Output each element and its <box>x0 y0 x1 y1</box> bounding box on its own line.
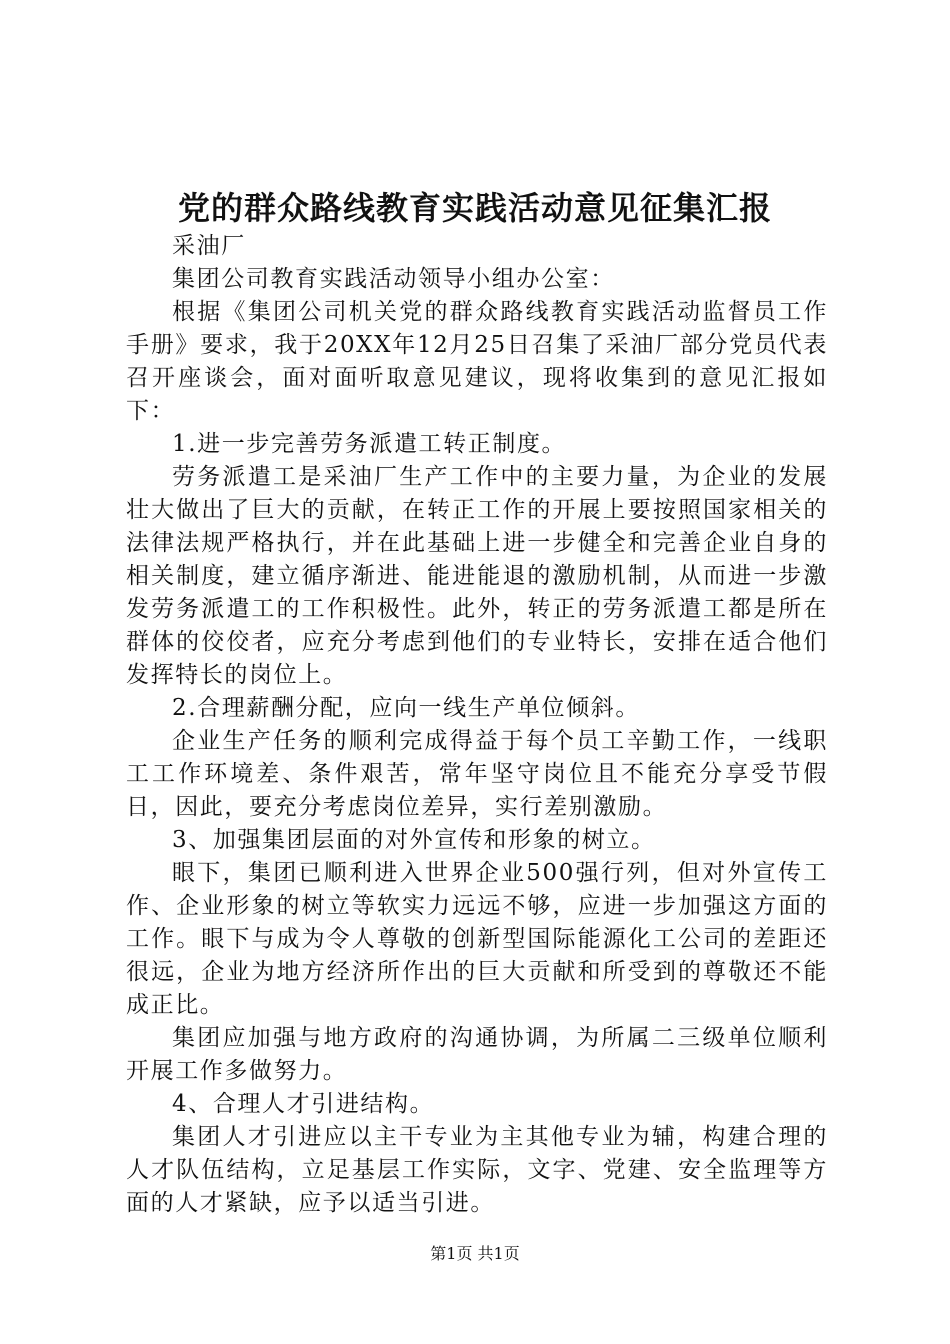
paragraph-item-3b: 集团应加强与地方政府的沟通协调，为所属二三级单位顺利开展工作多做努力。 <box>126 1025 828 1084</box>
heading-item-4: 4、合理人才引进结构。 <box>172 1091 435 1117</box>
heading-item-3: 3、加强集团层面的对外宣传和形象的树立。 <box>172 827 656 853</box>
paragraph-item-3: 眼下，集团已顺利进入世界企业500强行列，但对外宣传工作、企业形象的树立等软实力远远不够，应进一步加强这方面的工作。眼下与成为令人尊敬的创新型国际能源化工公司的差距还很远，企业为地方经济所作出的巨大贡献和所受到的尊敬还不能成正比。 <box>126 860 828 1018</box>
paragraph-recipient: 集团公司教育实践活动领导小组办公室： <box>172 266 615 292</box>
paragraph-department: 采油厂 <box>172 233 246 259</box>
paragraph-intro: 根据《集团公司机关党的群众路线教育实践活动监督员工作手册》要求，我于20XX年12月25日召集了采油厂部分党员代表召开座谈会，面对面听取意见建议，现将收集到的意见汇报如下： <box>126 299 828 424</box>
heading-item-2: 2.合理薪酬分配，应向一线生产单位倾斜。 <box>172 695 640 721</box>
paragraph-item-1: 劳务派遣工是采油厂生产工作中的主要力量，为企业的发展壮大做出了巨大的贡献，在转正工作的开展上要按照国家相关的法律法规严格执行，并在此基础上进一步健全和完善企业自身的相关制度，建立循序渐进、能进能退的激励机制，从而进一步激发劳务派遣工的工作积极性。此外，转正的劳务派遣工都是所在群体的佼佼者，应充分考虑到他们的专业特长，安排在适合他们发挥特长的岗位上。 <box>126 464 828 688</box>
document-body <box>126 230 828 1220</box>
page-footer: 第1页 共1页 <box>430 1244 520 1263</box>
heading-item-1: 1.进一步完善劳务派遣工转正制度。 <box>172 431 567 457</box>
paragraph-item-2: 企业生产任务的顺利完成得益于每个员工辛勤工作，一线职工工作环境差、条件艰苦，常年坚守岗位且不能充分享受节假日，因此，要充分考虑岗位差异，实行差别激励。 <box>126 728 828 820</box>
document-title: 党的群众路线教育实践活动意见征集汇报 <box>177 189 772 227</box>
paragraph-item-4: 集团人才引进应以主干专业为主其他专业为辅，构建合理的人才队伍结构，立足基层工作实际，文字、党建、安全监理等方面的人才紧缺，应予以适当引进。 <box>126 1124 828 1216</box>
